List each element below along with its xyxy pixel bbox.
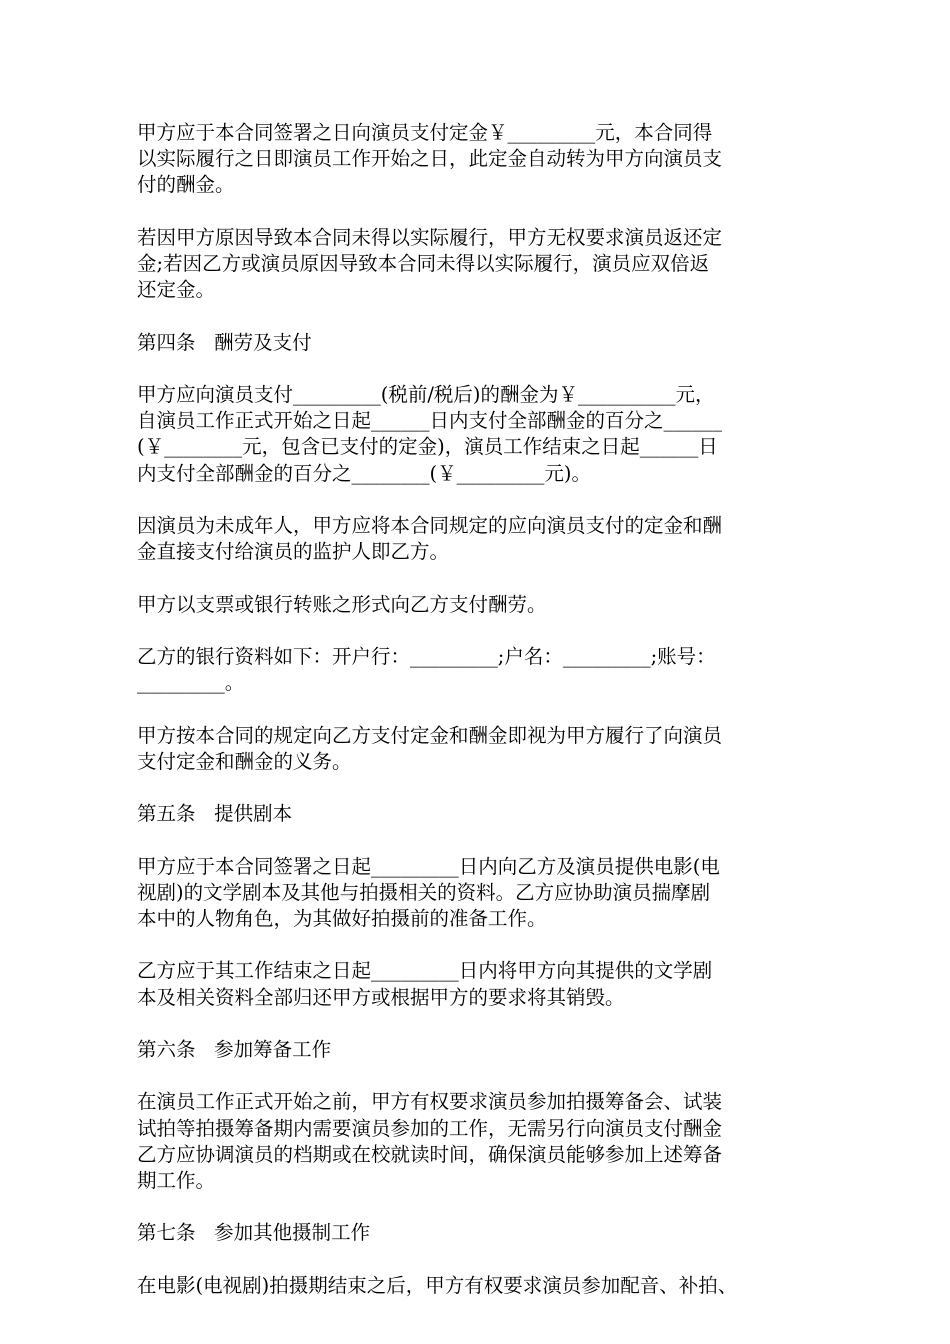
- deposit-paragraph: 甲方应于本合同签署之日向演员支付定金￥_________元，本合同得 以实际履行之日即演员工作开始之日，此定金自动转为甲方向演员支 付的酬金。: [137, 121, 723, 197]
- script-provision-paragraph: 甲方应于本合同签署之日起_________日内向乙方及演员提供电影(电 视剧)的文学剧本及其他与拍摄相关的资料。乙方应协助演员揣摩剧 本中的人物角色，为其做好拍摄前的准备工作。: [137, 854, 720, 930]
- script-return-paragraph: 乙方应于其工作结束之日起_________日内将甲方向其提供的文学剧 本及相关资料全部归还甲方或根据甲方的要求将其销毁。: [137, 959, 713, 1009]
- section-7-heading: 第七条 参加其他摄制工作: [137, 1221, 371, 1245]
- other-production-paragraph: 在电影(电视剧)拍摄期结束之后，甲方有权要求演员参加配音、补拍、: [137, 1273, 738, 1297]
- section-6-heading: 第六条 参加筹备工作: [137, 1037, 332, 1061]
- guardian-payment-paragraph: 因演员为未成年人，甲方应将本合同规定的应向演员支付的定金和酬 金直接支付给演员的监护人即乙方。: [137, 513, 723, 564]
- remuneration-paragraph: 甲方应向演员支付_________(税前/税后)的酬金为￥__________元， 自演员工作正式开始之日起______日内支付全部酬金的百分之______ (￥________元，包含已支付的定金)，演员工作结束之日起______日 内支付全部酬金的百分之________(￥_________元)。: [137, 382, 723, 485]
- bank-info-paragraph: 乙方的银行资料如下：开户行：_________;户名：_________;账号： _________。: [137, 644, 716, 695]
- section-5-heading: 第五条 提供剧本: [137, 802, 293, 826]
- preparation-work-paragraph: 在演员工作正式开始之前，甲方有权要求演员参加拍摄筹备会、试装 试拍等拍摄筹备期内需要演员参加的工作，无需另行向演员支付酬金 乙方应协调演员的档期或在校就读时间，确保演员能够参加上述筹备 期工作。: [137, 1090, 723, 1192]
- payment-method-paragraph: 甲方以支票或银行转账之形式向乙方支付酬劳。: [137, 592, 547, 616]
- section-4-heading: 第四条 酬劳及支付: [137, 330, 312, 354]
- obligation-fulfilled-paragraph: 甲方按本合同的规定向乙方支付定金和酬金即视为甲方履行了向演员 支付定金和酬金的义务。: [137, 723, 723, 773]
- document-page: [137, 120, 827, 1325]
- deposit-refund-paragraph: 若因甲方原因导致本合同未得以实际履行，甲方无权要求演员返还定 金;若因乙方或演员原因导致本合同未得以实际履行，演员应双倍返 还定金。: [137, 225, 723, 302]
